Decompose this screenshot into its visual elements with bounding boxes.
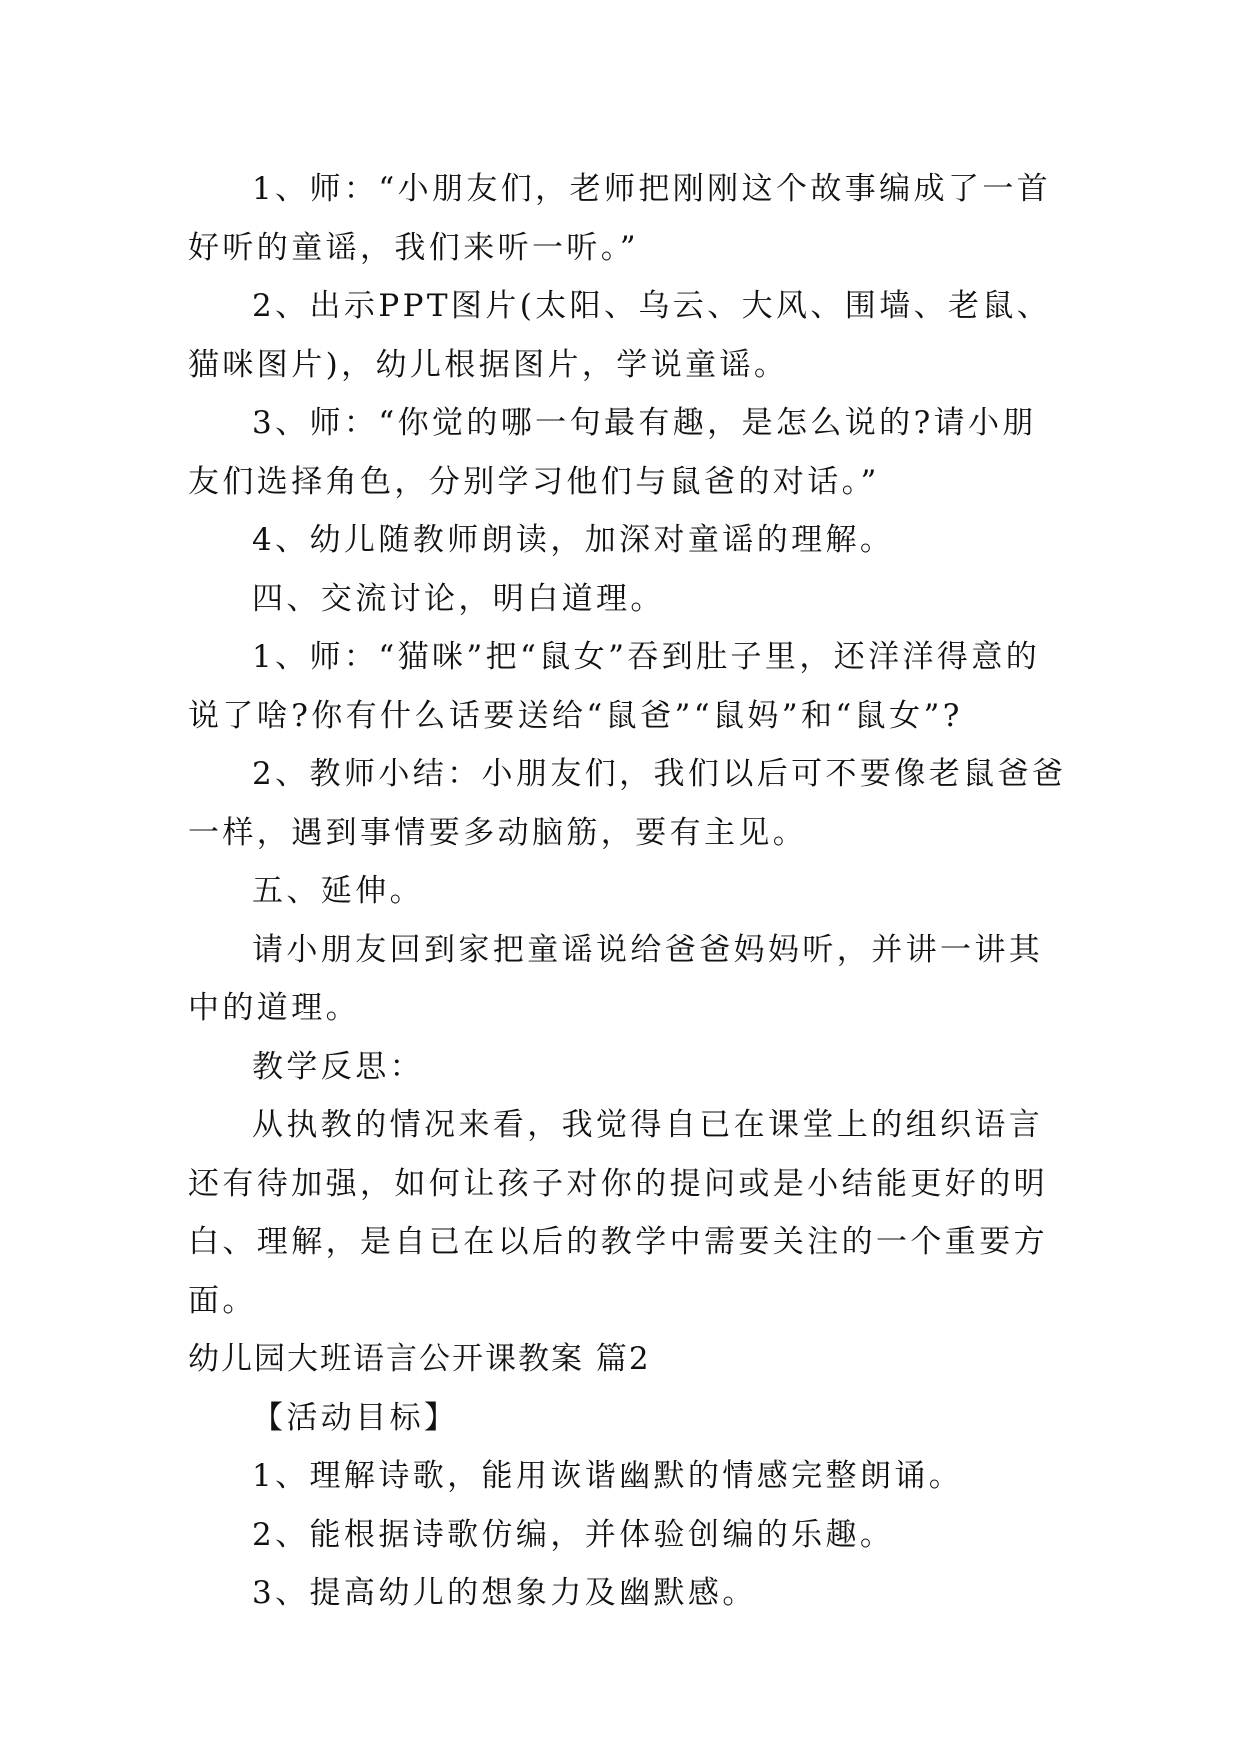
paragraph: 4、幼儿随教师朗读，加深对童谣的理解。 — [252, 522, 895, 558]
section-heading: 教学反思： — [252, 1048, 424, 1085]
paragraph: 2、能根据诗歌仿编，并体验创编的乐趣。 — [252, 1516, 895, 1553]
paragraph: 1、师：“小朋友们，老师把刚刚这个故事编成了一首好听的童谣，我们来听一听。” — [188, 171, 1052, 266]
section-heading: 四、交流讨论，明白道理。 — [252, 580, 665, 617]
paragraph: 请小朋友回到家把童谣说给爸爸妈妈听，并讲一讲其中的道理。 — [188, 931, 1044, 1026]
paragraph: 1、师：“猫咪”把“鼠女”吞到肚子里，还洋洋得意的说了啥?你有什么话要送给“鼠爸”“鼠妈”和“鼠女”? — [188, 639, 1041, 734]
section-heading: 五、延伸。 — [252, 873, 424, 909]
paragraph: 2、出示PPT图片(太阳、乌云、大风、围墙、老鼠、猫咪图片)，幼儿根据图片，学说童谣。 — [188, 288, 1052, 383]
paragraph: 3、师：“你觉的哪一句最有趣，是怎么说的?请小朋友们选择角色，分别学习他们与鼠爸的对话。” — [188, 405, 1037, 500]
section-heading: 【活动目标】 — [252, 1399, 459, 1436]
paragraph: 3、提高幼儿的想象力及幽默感。 — [252, 1575, 757, 1611]
document-body — [188, 160, 1068, 1623]
paragraph: 1、理解诗歌，能用诙谐幽默的情感完整朗诵。 — [252, 1458, 964, 1494]
paragraph: 从执教的情况来看，我觉得自已在课堂上的组织语言还有待加强，如何让孩子对你的提问或是小结能更好的明白、理解，是自已在以后的教学中需要关注的一个重要方面。 — [188, 1107, 1048, 1319]
lesson-title: 幼儿园大班语言公开课教案 篇2 — [188, 1341, 651, 1377]
paragraph: 2、教师小结：小朋友们，我们以后可不要像老鼠爸爸一样，遇到事情要多动脑筋，要有主见。 — [188, 756, 1067, 851]
